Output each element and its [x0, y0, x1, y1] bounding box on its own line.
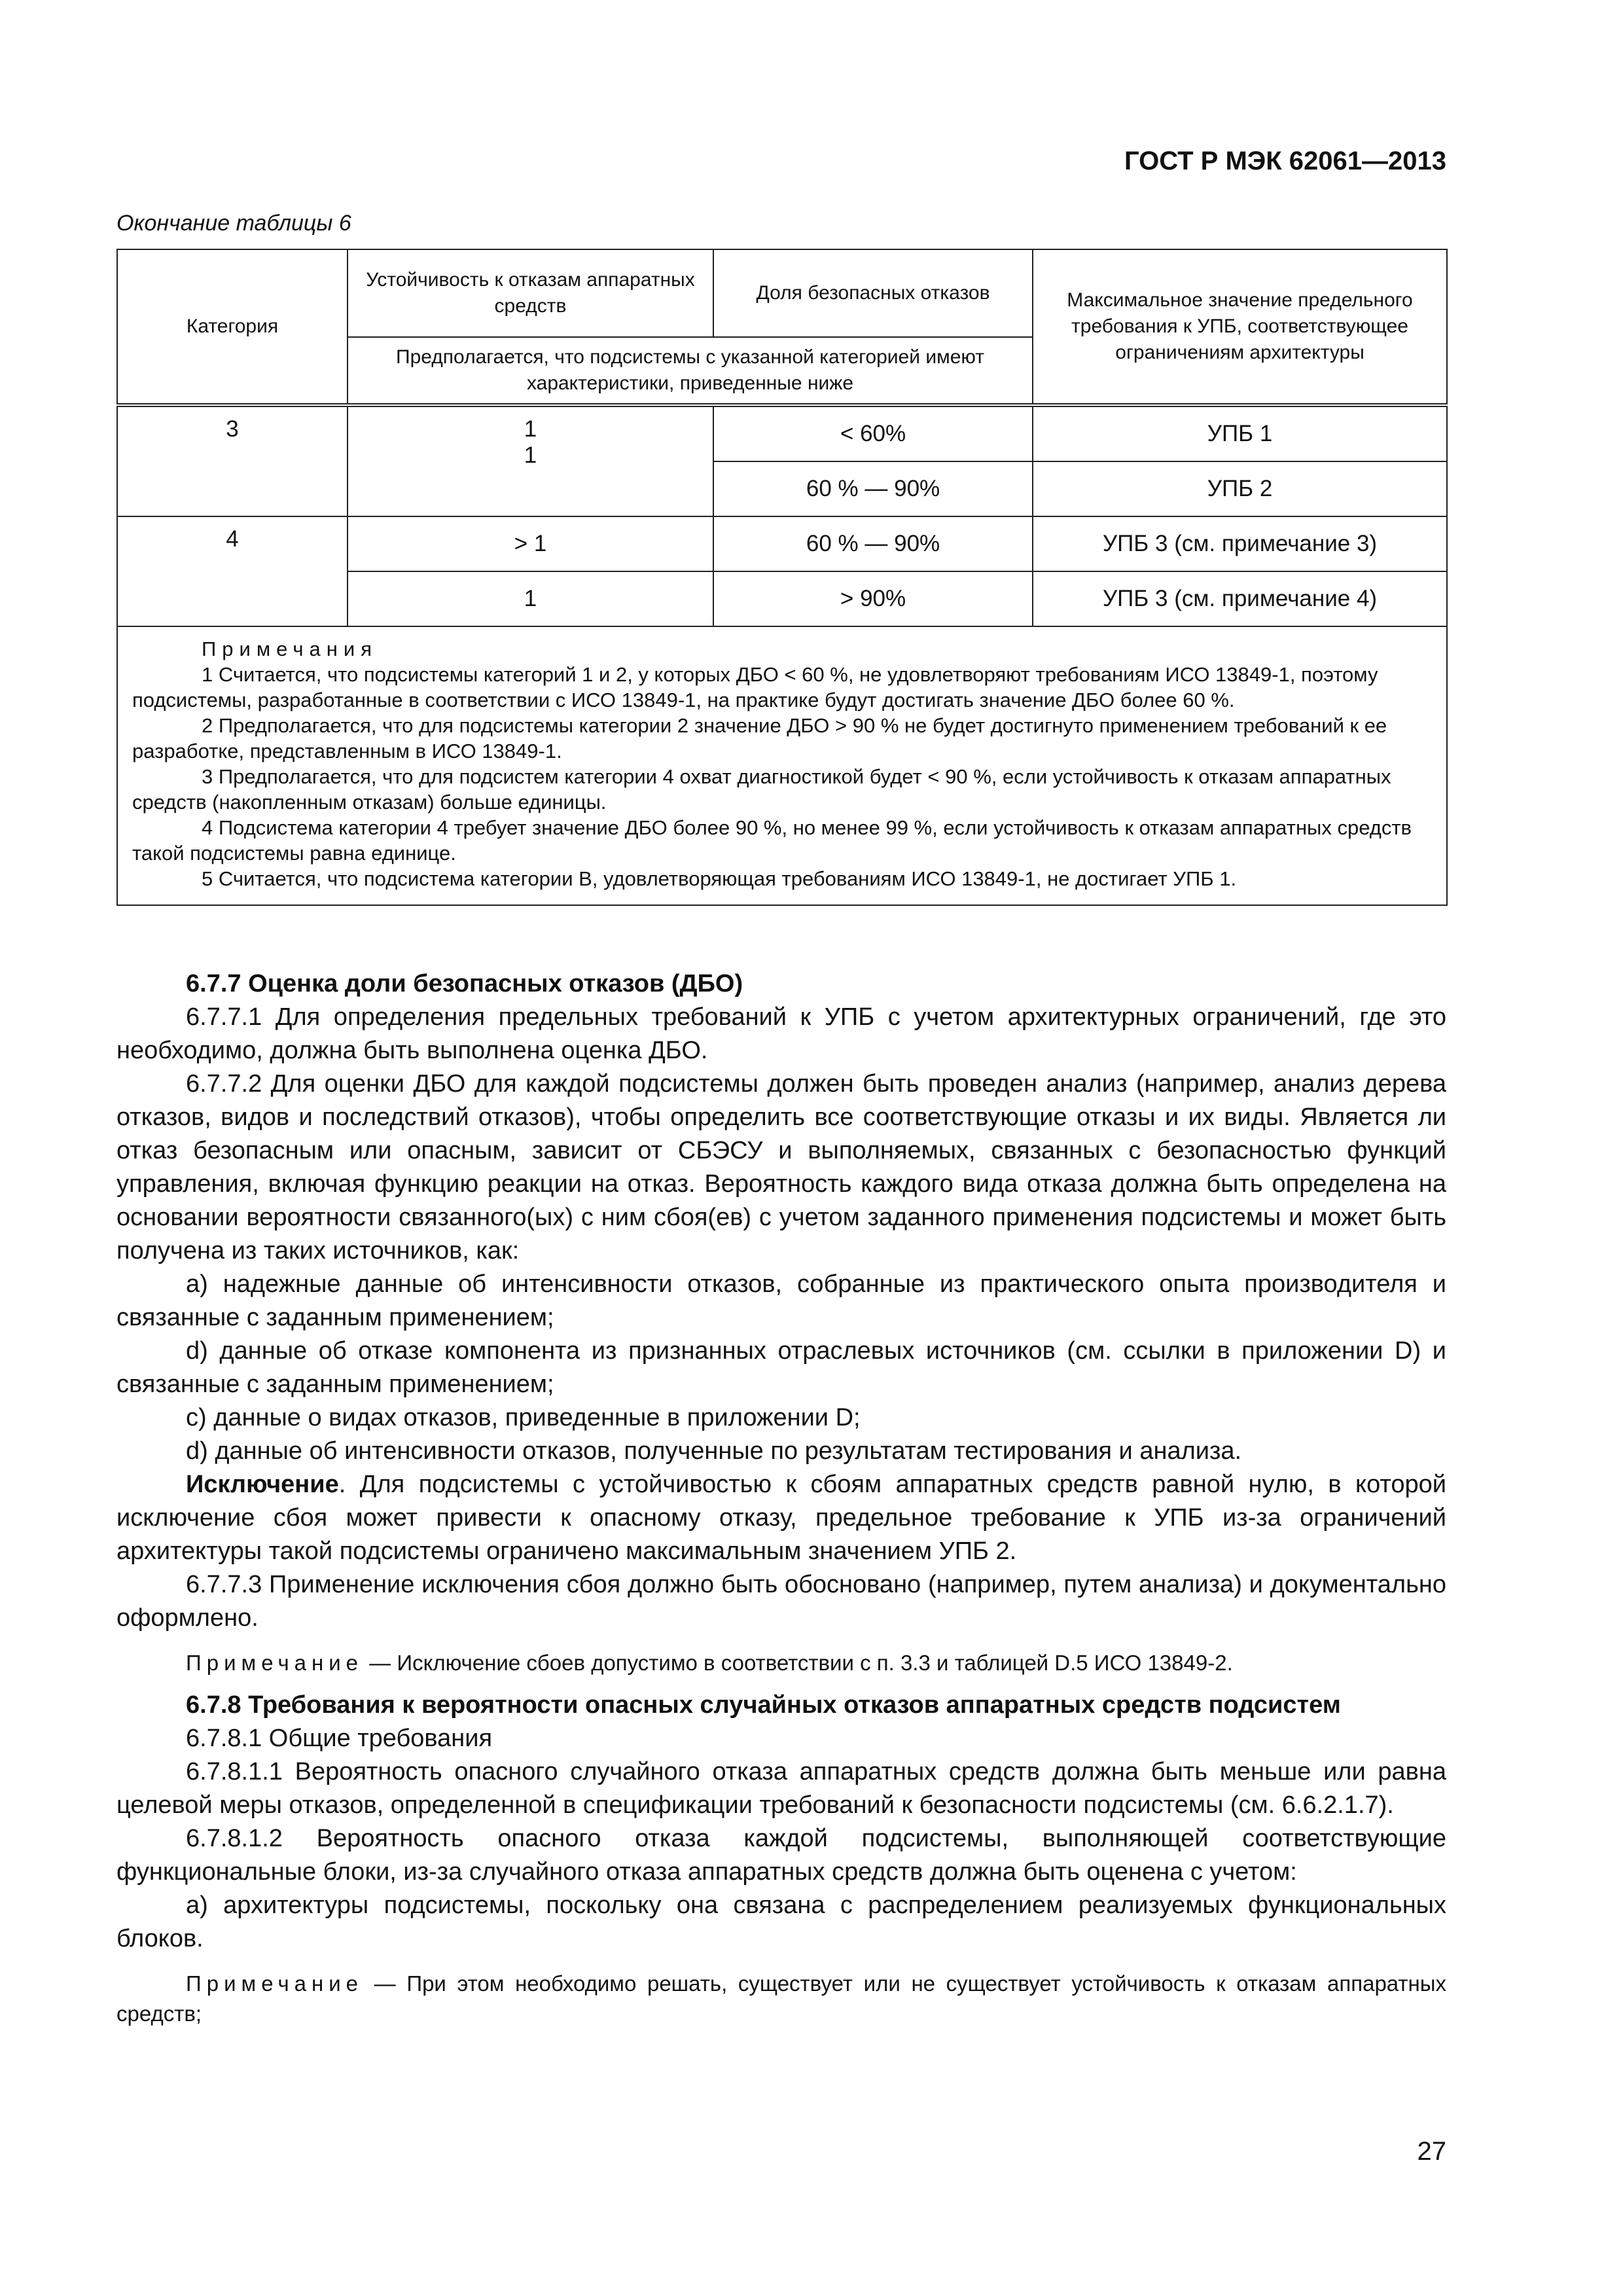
cell-sff: < 60%: [713, 405, 1033, 461]
exception-label: Исключение: [186, 1471, 339, 1498]
cell-max-sil: УПБ 3 (см. примечание 3): [1033, 516, 1447, 571]
paragraph: 6.7.7.3 Применение исключения сбоя должно быть обосновано (например, путем анализа) и документально оформлено.: [116, 1571, 1446, 1632]
cell-hft: > 1: [348, 516, 713, 571]
paragraph: 6.7.7.2 Для оценки ДБО для каждой подсистемы должен быть проведен анализ (например, анализ дерева отказов, видов и последствий отказов), чтобы определить все соответствующие отказы и их виды. Является ли отказ безопасным или опасным, зависит от СБЭСУ и выполняемых, связанных с безопасностью функций управления, включая функцию реакции на отказ. Вероятность каждого вида отказа должна быть определена на основании вероятности связанного(ых) с ним сбоя(ев) с учетом заданного применения подсистемы и может быть получена из таких источников, как:: [116, 1070, 1446, 1265]
cell-sff: 60 % — 90%: [713, 461, 1033, 516]
list-item: a) надежные данные об интенсивности отказов, собранные из практического опыта производителя и связанные с заданным применением;: [116, 1270, 1446, 1331]
header-hft: Устойчивость к отказам аппаратных средств: [348, 249, 713, 337]
paragraph: 6.7.8.1.1 Вероятность опасного случайного отказа аппаратных средств должна быть меньше или равна целевой меры отказов, определенной в спецификации требований к безопасности подсистемы (см. 6.6.2.1.7).: [116, 1758, 1446, 1819]
note: [116, 1969, 1446, 2029]
table-note: 4 Подсистема категории 4 требует значение ДБО более 90 %, но менее 99 %, если устойчивость к отказам аппаратных средств такой подсистемы равна единице.: [132, 816, 1412, 865]
document-code: ГОСТ Р МЭК 62061—2013: [1124, 147, 1446, 175]
table-note: 3 Предполагается, что для подсистем категории 4 охват диагностикой будет < 90 %, если устойчивость к отказам аппаратных средств (накопленным отказам) больше единицы.: [132, 765, 1391, 814]
table-note: 2 Предполагается, что для подсистемы категории 2 значение ДБО > 90 % не будет достигнуто применением требований к ее разработке, представленным в ИСО 13849-1.: [132, 714, 1387, 762]
note-label: Примечание: [186, 1651, 364, 1675]
page-number: 27: [1417, 2137, 1446, 2166]
cell-max-sil: УПБ 1: [1033, 405, 1447, 461]
list-item: c) данные о видах отказов, приведенные в приложении D;: [186, 1404, 861, 1431]
cell-hft: 1 1: [348, 405, 713, 516]
table-note: 1 Считается, что подсистемы категорий 1 и 2, у которых ДБО < 60 %, не удовлетворяют требованиям ИСО 13849-1, поэтому подсистемы, разработанные в соответствии с ИСО 13849-1, на практике будут достигать значение ДБО более 60 %.: [132, 663, 1378, 711]
note-text: — При этом необходимо решать, существует или не существует устойчивость к отказам аппаратных средств;: [116, 1971, 1446, 2026]
paragraph: 6.7.8.1.2 Вероятность опасного отказа каждой подсистемы, выполняющей соответствующие функциональные блоки, из-за случайного отказа аппаратных средств должна быть оценена с учетом:: [116, 1825, 1446, 1886]
table-caption: Окончание таблицы 6: [116, 211, 351, 236]
list-item: a) архитектуры подсистемы, поскольку она связана с распределением реализуемых функциональных блоков.: [116, 1892, 1446, 1952]
cell-category: 4: [117, 516, 348, 626]
cell-sff: 60 % — 90%: [713, 516, 1033, 571]
cell-hft: 1: [348, 571, 713, 626]
body-text: [116, 967, 1446, 2039]
paragraph: 6.7.8.1 Общие требования: [186, 1725, 493, 1752]
note: [116, 1648, 1446, 1678]
header-max-sil: Максимальное значение предельного требования к УПБ, соответствующее ограничениям архитектуры: [1033, 249, 1447, 405]
header-sff: Доля безопасных отказов: [713, 249, 1033, 337]
note-label: Примечание: [186, 1971, 364, 1996]
list-item: d) данные об отказе компонента из признанных отраслевых источников (см. ссылки в приложении D) и связанные с заданным применением;: [116, 1337, 1446, 1398]
table-6: [116, 249, 1448, 906]
paragraph: 6.7.7.1 Для определения предельных требований к УПБ с учетом архитектурных ограничений, где это необходимо, должна быть выполнена оценка ДБО.: [116, 1003, 1446, 1064]
note-text: — Исключение сбоев допустимо в соответствии с п. 3.3 и таблицей D.5 ИСО 13849-2.: [363, 1651, 1233, 1675]
header-category: Категория: [117, 249, 348, 405]
exception-paragraph: [116, 1468, 1446, 1568]
header-subnote: Предполагается, что подсистемы с указанной категорией имеют характеристики, приведенные ниже: [348, 337, 1033, 405]
notes-title: Примечания: [202, 637, 378, 660]
section-heading-6-7-7: 6.7.7 Оценка доли безопасных отказов (ДБО): [186, 970, 743, 997]
cell-sff: > 90%: [713, 571, 1033, 626]
table-notes: [117, 626, 1447, 905]
list-item: d) данные об интенсивности отказов, полученные по результатам тестирования и анализа.: [186, 1437, 1242, 1465]
cell-max-sil: УПБ 3 (см. примечание 4): [1033, 571, 1447, 626]
cell-max-sil: УПБ 2: [1033, 461, 1447, 516]
section-heading-6-7-8: 6.7.8 Требования к вероятности опасных случайных отказов аппаратных средств подсистем: [186, 1691, 1341, 1719]
table-note: 5 Считается, что подсистема категории B, удовлетворяющая требованиям ИСО 13849-1, не достигает УПБ 1.: [202, 867, 1237, 890]
cell-category: 3: [117, 405, 348, 516]
exception-text: . Для подсистемы с устойчивостью к сбоям аппаратных средств равной нулю, в которой исключение сбоя может привести к опасному отказу, предельное требование к УПБ из-за ограничений архитектуры такой подсистемы ограничено максимальным значением УПБ 2.: [116, 1471, 1446, 1565]
